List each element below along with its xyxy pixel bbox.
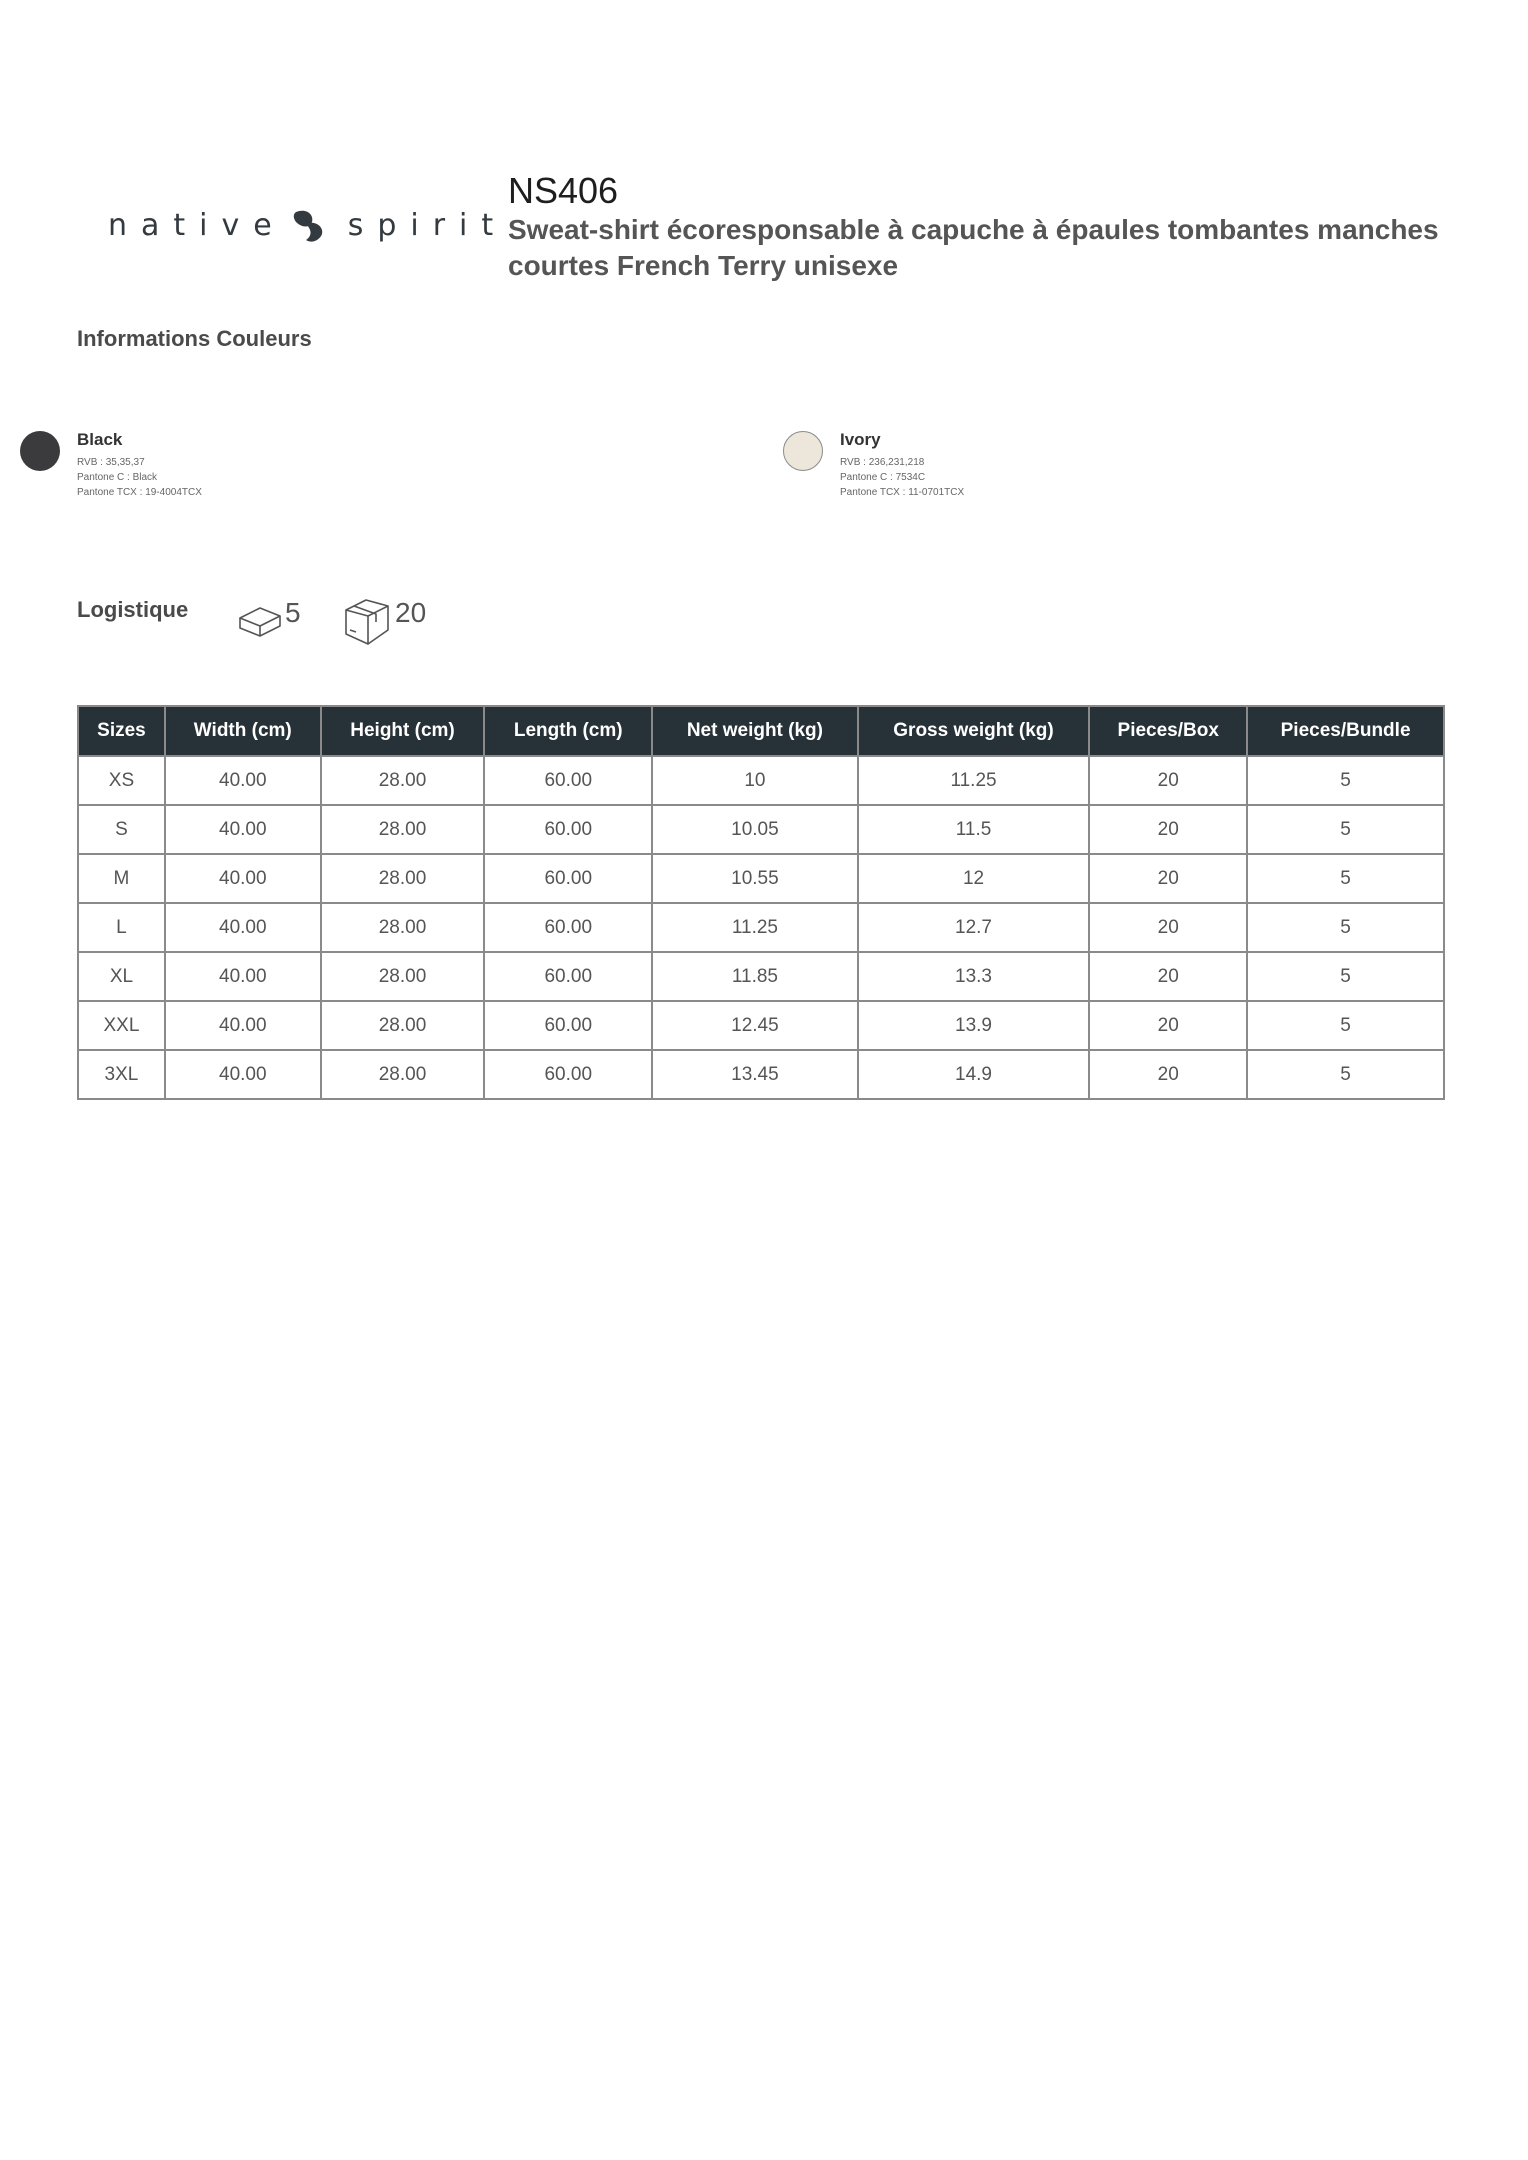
table-cell: 12.45 xyxy=(652,1001,858,1050)
table-cell: M xyxy=(78,854,165,903)
colors-section-title: Informations Couleurs xyxy=(77,326,312,351)
table-cell: 28.00 xyxy=(321,805,485,854)
table-cell: 40.00 xyxy=(165,805,321,854)
table-cell: 11.85 xyxy=(652,952,858,1001)
color-pantone-tcx: Pantone TCX : 19-4004TCX xyxy=(77,487,202,498)
table-cell: 5 xyxy=(1247,903,1444,952)
box-icon xyxy=(342,596,392,646)
table-row xyxy=(78,1001,1444,1050)
table-cell: 28.00 xyxy=(321,756,485,805)
table-cell: 3XL xyxy=(78,1050,165,1099)
table-cell: 40.00 xyxy=(165,1001,321,1050)
table-cell: 28.00 xyxy=(321,952,485,1001)
table-cell: S xyxy=(78,805,165,854)
table-cell: 20 xyxy=(1089,805,1247,854)
table-cell: 60.00 xyxy=(484,854,652,903)
table-cell: 40.00 xyxy=(165,952,321,1001)
color-swatch-black xyxy=(20,431,60,471)
column-header-height: Height (cm) xyxy=(321,706,485,756)
color-pantone-c: Pantone C : Black xyxy=(77,472,158,483)
table-cell: 60.00 xyxy=(484,903,652,952)
table-cell: 20 xyxy=(1089,756,1247,805)
table-cell: 11.25 xyxy=(858,756,1090,805)
color-name: Black xyxy=(77,430,123,449)
table-cell: 20 xyxy=(1089,952,1247,1001)
table-cell: 28.00 xyxy=(321,1001,485,1050)
logo-text-right: spirit xyxy=(347,207,508,243)
column-header-width: Width (cm) xyxy=(165,706,321,756)
color-rvb: RVB : 236,231,218 xyxy=(840,457,925,468)
table-cell: 60.00 xyxy=(484,952,652,1001)
table-cell: 13.9 xyxy=(858,1001,1090,1050)
table-cell: 11.25 xyxy=(652,903,858,952)
table-cell: 5 xyxy=(1247,1001,1444,1050)
table-row xyxy=(78,756,1444,805)
column-header-length: Length (cm) xyxy=(484,706,652,756)
color-name: Ivory xyxy=(840,430,881,449)
table-cell: XXL xyxy=(78,1001,165,1050)
product-code: NS406 xyxy=(508,170,619,211)
color-pantone-tcx: Pantone TCX : 11-0701TCX xyxy=(840,487,965,498)
bundle-count: 5 xyxy=(285,597,301,628)
table-cell: 5 xyxy=(1247,1050,1444,1099)
color-details xyxy=(77,455,202,500)
table-cell: 14.9 xyxy=(858,1050,1090,1099)
column-header-pieces-bundle: Pieces/Bundle xyxy=(1247,706,1444,756)
table-cell: 60.00 xyxy=(484,805,652,854)
column-header-pieces-box: Pieces/Box xyxy=(1089,706,1247,756)
table-header-row xyxy=(78,706,1444,756)
color-details xyxy=(840,455,964,500)
table-row xyxy=(78,1050,1444,1099)
table-cell: 20 xyxy=(1089,903,1247,952)
table-cell: 13.45 xyxy=(652,1050,858,1099)
table-cell: L xyxy=(78,903,165,952)
table-cell: 20 xyxy=(1089,854,1247,903)
table-cell: 5 xyxy=(1247,805,1444,854)
table-row xyxy=(78,952,1444,1001)
table-cell: 40.00 xyxy=(165,1050,321,1099)
table-cell: 20 xyxy=(1089,1001,1247,1050)
column-header-gross-weight: Gross weight (kg) xyxy=(858,706,1090,756)
leaf-icon xyxy=(292,206,326,244)
column-header-sizes: Sizes xyxy=(78,706,165,756)
table-cell: 40.00 xyxy=(165,854,321,903)
table-cell: 5 xyxy=(1247,756,1444,805)
table-row xyxy=(78,805,1444,854)
box-count: 20 xyxy=(395,597,427,628)
table-cell: 28.00 xyxy=(321,1050,485,1099)
table-cell: 13.3 xyxy=(858,952,1090,1001)
table-cell: XS xyxy=(78,756,165,805)
table-cell: XL xyxy=(78,952,165,1001)
table-cell: 40.00 xyxy=(165,903,321,952)
table-cell: 12.7 xyxy=(858,903,1090,952)
table-cell: 11.5 xyxy=(858,805,1090,854)
table-cell: 20 xyxy=(1089,1050,1247,1099)
logistics-table xyxy=(77,705,1445,1100)
color-pantone-c: Pantone C : 7534C xyxy=(840,472,926,483)
flat-package-icon xyxy=(238,602,282,640)
product-title: Sweat-shirt écoresponsable à capuche à épaules tombantes manches courtes French Terry unisexe xyxy=(508,214,1439,281)
logo-text-left: native xyxy=(108,207,286,243)
column-header-net-weight: Net weight (kg) xyxy=(652,706,858,756)
logistics-section-title: Logistique xyxy=(77,597,189,622)
table-row xyxy=(78,903,1444,952)
table-cell: 5 xyxy=(1247,952,1444,1001)
table-cell: 5 xyxy=(1247,854,1444,903)
brand-logo xyxy=(108,206,507,244)
table-cell: 60.00 xyxy=(484,1050,652,1099)
table-cell: 28.00 xyxy=(321,854,485,903)
table-cell: 60.00 xyxy=(484,756,652,805)
table-cell: 12 xyxy=(858,854,1090,903)
table-cell: 40.00 xyxy=(165,756,321,805)
table-cell: 28.00 xyxy=(321,903,485,952)
color-swatch-ivory xyxy=(783,431,823,471)
table-cell: 60.00 xyxy=(484,1001,652,1050)
table-row xyxy=(78,854,1444,903)
color-rvb: RVB : 35,35,37 xyxy=(77,457,145,468)
table-cell: 10 xyxy=(652,756,858,805)
table-cell: 10.55 xyxy=(652,854,858,903)
table-cell: 10.05 xyxy=(652,805,858,854)
